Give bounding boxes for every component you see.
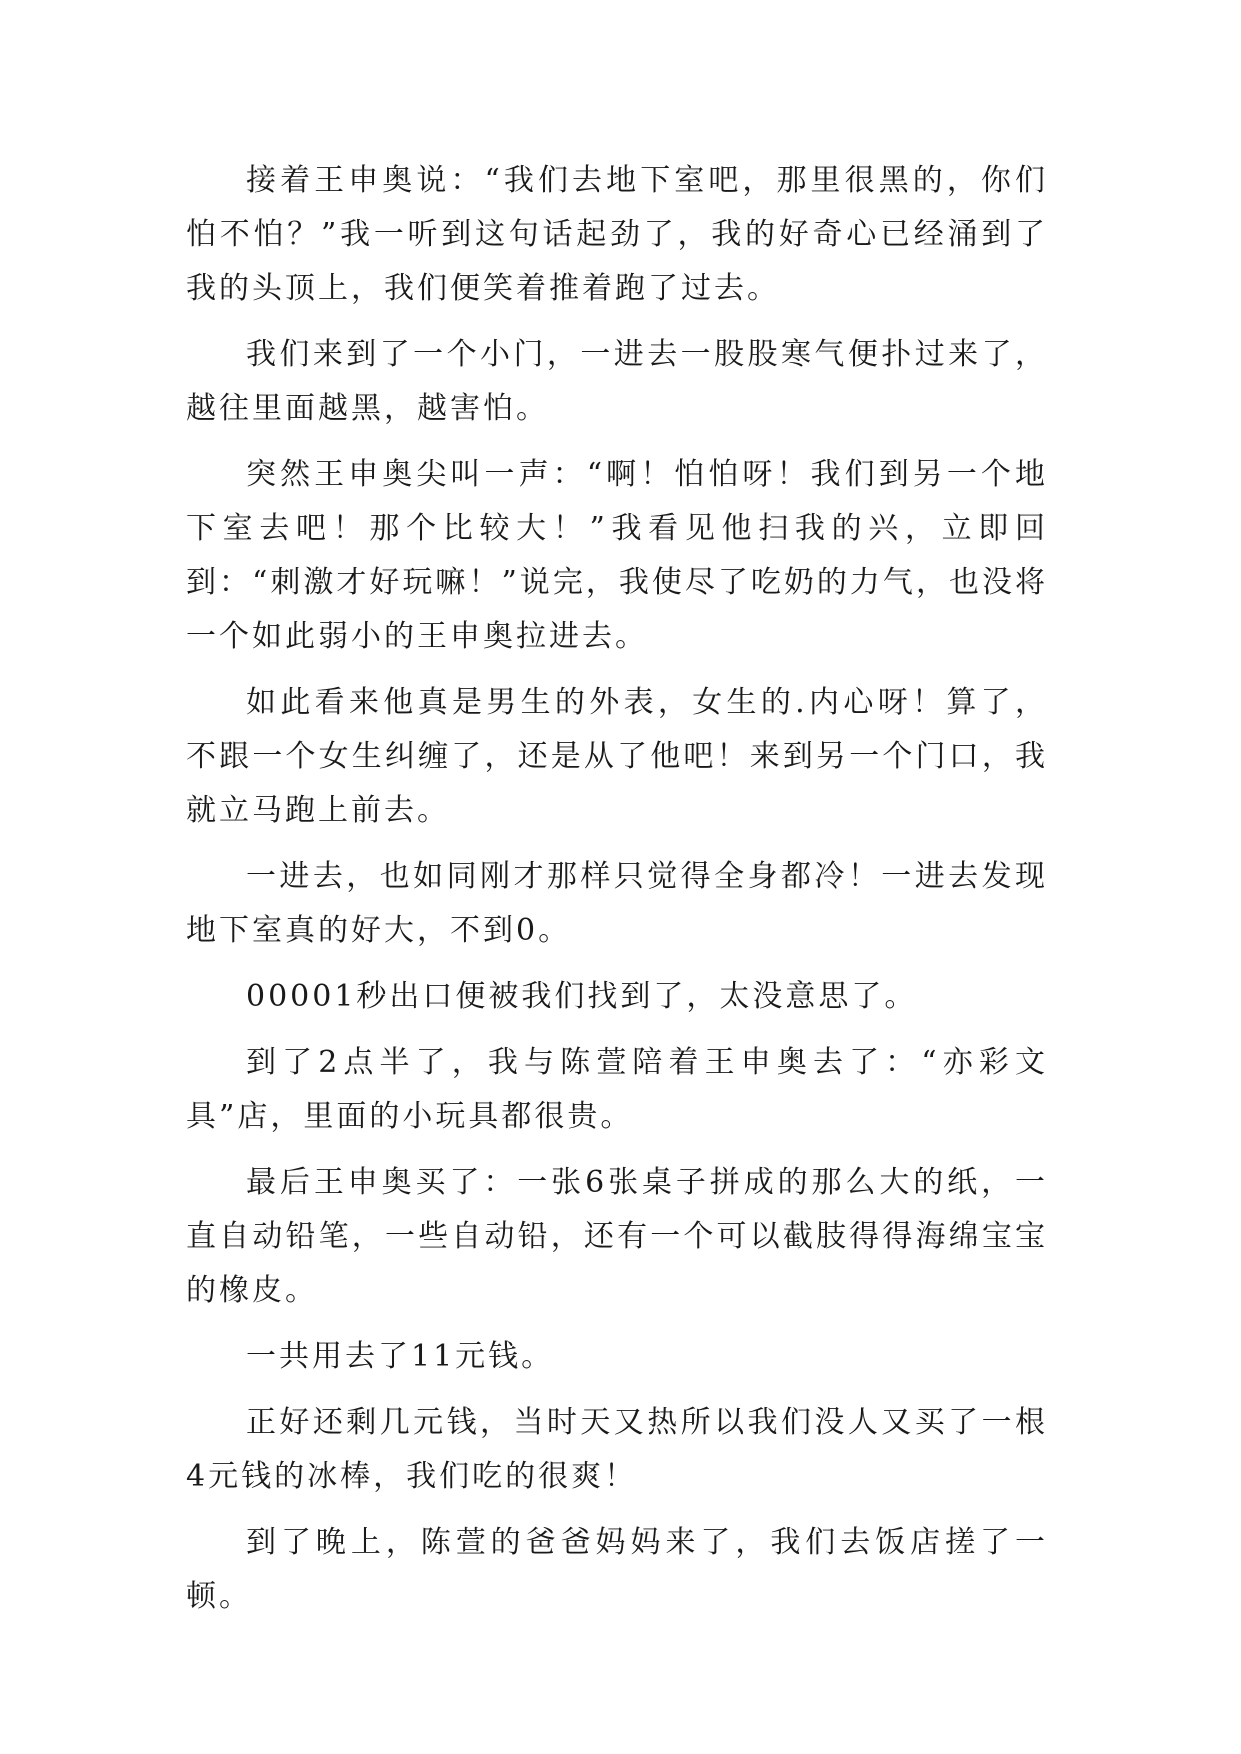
paragraph-9: 一共用去了11元钱。	[246, 1339, 555, 1374]
paragraph-6: 00001秒出口便被我们找到了，太没意思了。	[246, 979, 918, 1014]
paragraph-8: 最后王申奥买了：一张6张桌子拼成的那么大的纸，一直自动铅笔，一些自动铅，还有一个可以截肢得得海绵宝宝的橡皮。	[186, 1165, 1048, 1308]
paragraph-11: 到了晚上，陈萱的爸爸妈妈来了，我们去饭店搓了一顿。	[186, 1525, 1048, 1614]
paragraph-5: 一进去，也如同刚才那样只觉得全身都冷！一进去发现地下室真的好大，不到0。	[186, 859, 1048, 948]
paragraph-1: 接着王申奥说：“我们去地下室吧，那里很黑的，你们怕不怕？”我一听到这句话起劲了，我的好奇心已经涌到了我的头顶上，我们便笑着推着跑了过去。	[186, 163, 1048, 306]
paragraph-4: 如此看来他真是男生的外表，女生的.内心呀！算了，不跟一个女生纠缠了，还是从了他吧！来到另一个门口，我就立马跑上前去。	[186, 685, 1048, 828]
paragraph-2: 我们来到了一个小门，一进去一股股寒气便扑过来了，越往里面越黑，越害怕。	[186, 337, 1048, 426]
paragraph-10: 正好还剩几元钱，当时天又热所以我们没人又买了一根4元钱的冰棒，我们吃的很爽！	[186, 1405, 1048, 1494]
paragraph-7: 到了2点半了，我与陈萱陪着王申奥去了：“亦彩文具”店，里面的小玩具都很贵。	[186, 1045, 1048, 1134]
document-body	[186, 154, 1048, 1636]
paragraph-3: 突然王申奥尖叫一声：“啊！怕怕呀！我们到另一个地下室去吧！那个比较大！”我看见他扫我的兴，立即回到：“刺激才好玩嘛！”说完，我使尽了吃奶的力气，也没将一个如此弱小的王申奥拉进去。	[186, 457, 1048, 654]
